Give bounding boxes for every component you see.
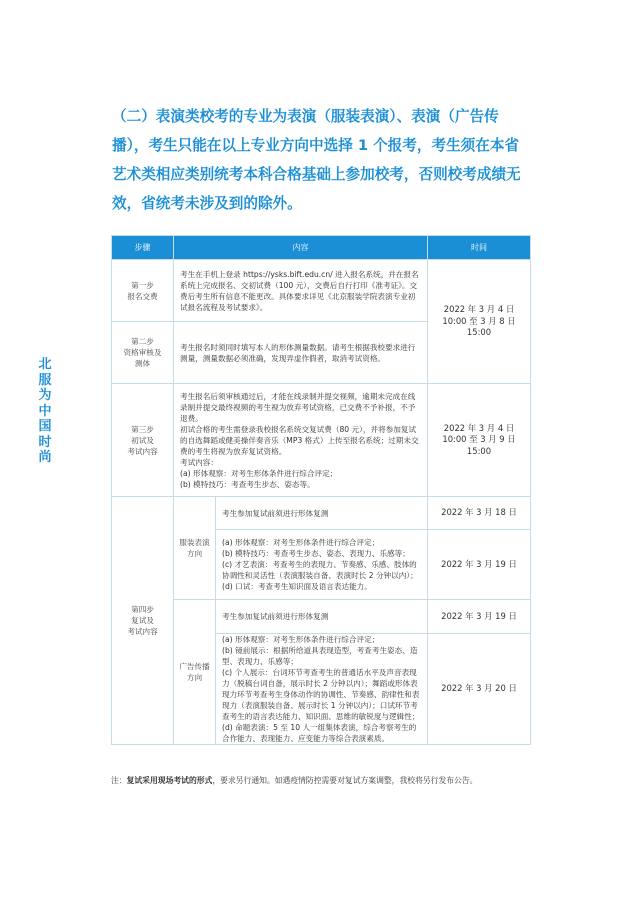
step1-label-line: 报名交费 <box>127 291 158 301</box>
table-row <box>112 260 531 322</box>
step3-label <box>112 384 174 497</box>
time-line: 2022 年 3 月 4 日 <box>443 304 515 315</box>
step2-label <box>112 322 174 384</box>
step4-label-line: 复试及 <box>131 616 154 625</box>
advert-item: (b) 镜前展示：根据所给道具表现造型，考查考生姿态、造型、表现力、乐感等； <box>222 646 418 666</box>
step4-label <box>112 497 174 745</box>
advert-item: (a) 形体观察：对考生形体条件进行综合评定； <box>222 635 380 644</box>
table-row <box>112 600 531 634</box>
step4-label-line: 第四步 <box>131 605 154 614</box>
step1-content: 考生在手机上登录 https://ysks.bift.edu.cn/ 进入报名系统，并在报名系统上完成报名、交初试费（100 元），交费后自行打印《准考证》。交费后考生所有信息不能更改。具体要求详见《北京服装学院表演专业初试报名流程及考试要求》。 <box>174 260 428 322</box>
advert-content <box>216 634 428 745</box>
time-line: 15:00 <box>466 327 492 338</box>
brand-char: 服 <box>38 372 52 388</box>
step3-content <box>174 384 428 497</box>
step3-paragraph: 考生报名后须审核通过后，才能在线录制并提交视频，逾期未完成在线录制并提交最终视频的考生视为放弃考试资格，已交费不予补报，不予退费。 <box>180 391 416 423</box>
step3-paragraph: (a) 形体观察：对考生形体条件进行综合评定； <box>180 468 338 478</box>
step2-label-line: 测体 <box>134 359 151 368</box>
step2-label-line: 资格审核及 <box>123 348 162 357</box>
footnote <box>111 775 551 786</box>
step3-label-line: 第三步 <box>131 424 154 434</box>
step4-label-line: 考试内容 <box>127 627 158 636</box>
fashion-item: (d) 口试：考查考生知识面及语言表达能力。 <box>222 582 372 591</box>
fashion-content <box>216 530 428 600</box>
table-row <box>112 384 531 497</box>
fashion-item: (a) 形体观察：对考生形体条件进行综合评定； <box>222 538 380 547</box>
fashion-time: 2022 年 3 月 19 日 <box>428 530 531 600</box>
advert-item: (c) 个人展示：台词环节考查考生的普通话水平及声音表现力（脱稿台词自备，展示时长 2 分钟以内）；舞蹈或形体表现力环节考查考生身体动作的协调性、节奏感、韵律性和表现力（表演服装自备、展示时长 1 分钟以内）；口试环节考查考生的语言表达能力、知识面、思维的敏锐度与逻辑性； <box>222 668 420 721</box>
direction-label-line: 方向 <box>186 549 203 558</box>
brand-char: 北 <box>38 357 52 372</box>
section-heading: （二）表演类校考的专业为表演（服装表演）、表演（广告传播），考生只能在以上专业方向中选择 1 个报考，考生须在本省艺术类相应类别统考本科合格基础上参加校考，否则校考成绩无效，省统考未涉及到的除外。 <box>112 108 521 212</box>
brand-char: 尚 <box>38 450 52 465</box>
fashion-direction-label <box>174 497 216 600</box>
footnote-bold: 复试采用现场考试的形式 <box>126 776 213 785</box>
time-line: 2022 年 3 月 4 日 <box>443 422 515 433</box>
fashion-item: (c) 才艺表演：考查考生的表现力、节奏感、乐感、肢体的协调性和灵活性（表演服装自备、表演时长 2 分钟以内）； <box>222 560 418 580</box>
step1-label-line: 第一步 <box>131 280 154 290</box>
step2-label-line: 第二步 <box>131 337 154 346</box>
time-line: 10:00 至 3 月 9 日 <box>442 434 516 445</box>
direction-label-line: 服装表演 <box>179 538 210 547</box>
fashion-item: (b) 模特技巧：考查考生步态、姿态、表现力、乐感等； <box>222 549 410 558</box>
footnote-rest: ，要求另行通知。如遇疫情防控需要对复试方案调整，我校将另行发布公告。 <box>212 776 478 785</box>
advert-measure: 考生参加复试前须进行形体复测 <box>216 600 428 634</box>
header-step: 步骤 <box>112 236 174 260</box>
step1-label <box>112 260 174 322</box>
advert-time: 2022 年 3 月 20 日 <box>428 634 531 745</box>
advert-measure-time: 2022 年 3 月 19 日 <box>428 600 531 634</box>
advert-item: (d) 命题表演：5 至 10 人一组集体表演，综合考察考生的合作能力、表现能力、应变能力等综合表演素质。 <box>222 723 417 743</box>
header-time: 时间 <box>428 236 531 260</box>
brand-char: 国 <box>38 419 52 434</box>
step2-content: 考生报名时须同时填写本人的形体测量数据。请考生根据我校要求进行测量，测量数据必须准确，发现弄虚作假者，取消考试资格。 <box>174 322 428 384</box>
exam-steps-table <box>111 235 531 745</box>
step12-time <box>428 260 531 384</box>
advert-direction-label <box>174 600 216 745</box>
table-header-row <box>112 236 531 260</box>
side-brand-text <box>37 357 53 466</box>
step3-label-line: 考试内容 <box>127 446 158 456</box>
header-content: 内容 <box>174 236 428 260</box>
footnote-prefix: 注： <box>111 776 127 785</box>
brand-char: 为 <box>38 388 52 403</box>
step3-paragraph: (b) 模特技巧：考查考生步态、姿态等。 <box>180 479 315 489</box>
step3-paragraph: 考试内容： <box>180 457 218 467</box>
time-line: 10:00 至 3 月 8 日 <box>442 315 516 326</box>
step3-paragraph: 初试合格的考生需登录我校报名系统交复试费（80 元），并将参加复试的自选舞蹈或健美操伴奏音乐（MP3 格式）上传至报名系统；过期未交费的考生将视为放弃复试资格。 <box>180 424 419 456</box>
fashion-measure-time: 2022 年 3 月 18 日 <box>428 497 531 530</box>
time-line: 15:00 <box>466 445 492 456</box>
step3-time <box>428 384 531 497</box>
fashion-measure: 考生参加复试前须进行形体复测 <box>216 497 428 530</box>
direction-label-line: 广告传播 <box>179 662 210 671</box>
brand-char: 时 <box>38 434 52 450</box>
direction-label-line: 方向 <box>186 673 203 682</box>
table-row <box>112 497 531 530</box>
brand-char: 中 <box>38 403 52 419</box>
step3-label-line: 初试及 <box>131 435 154 445</box>
